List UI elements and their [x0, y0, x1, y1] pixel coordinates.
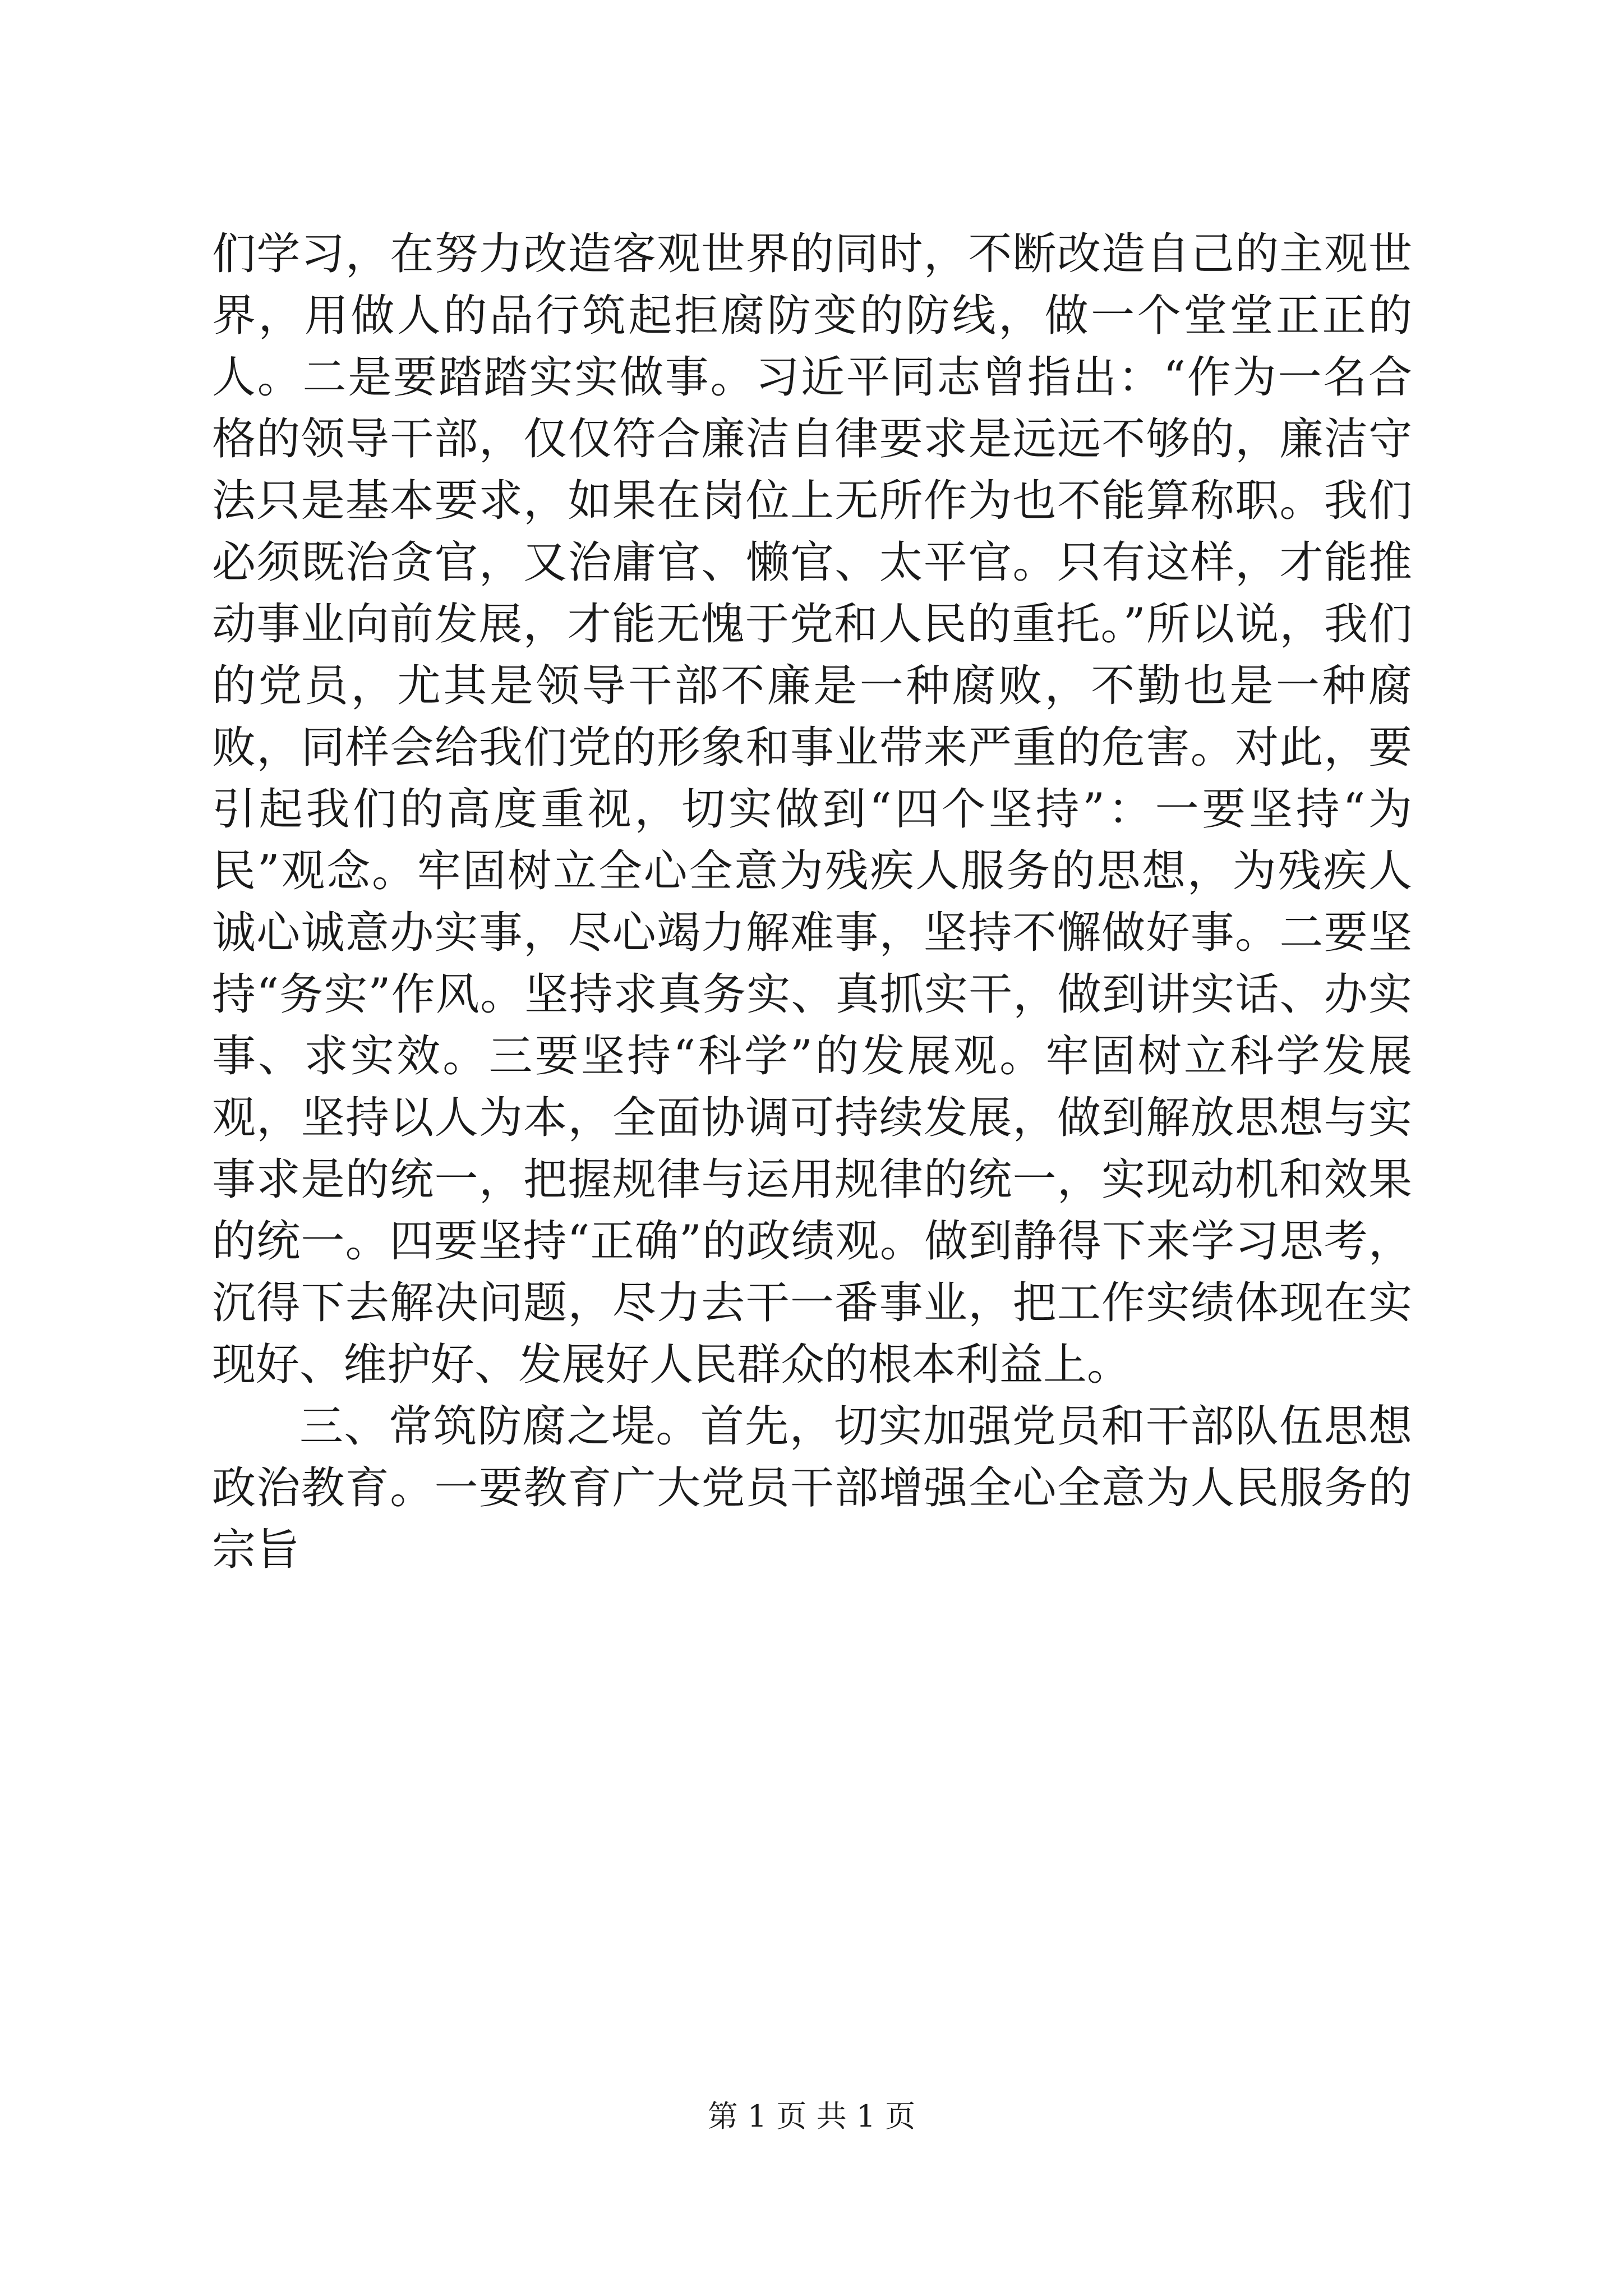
paragraph-1: 们学习，在努力改造客观世界的同时，不断改造自己的主观世界，用做人的品行筑起拒腐防变的防线，做一个堂堂正正的人。二是要踏踏实实做事。习近平同志曾指出：“作为一名合格的领导干部，仅仅符合廉洁自律要求是远远不够的，廉洁守法只是基本要求，如果在岗位上无所作为也不能算称职。我们必须既治贪官，又治庸官、懒官、太平官。只有这样，才能推动事业向前发展，才能无愧于党和人民的重托。”所以说，我们的党员，尤其是领导干部不廉是一种腐败，不勤也是一种腐败，同样会给我们党的形象和事业带来严重的危害。对此，要引起我们的高度重视，切实做到“四个坚持”：一要坚持“为民”观念。牢固树立全心全意为残疾人服务的思想，为残疾人诚心诚意办实事，尽心竭力解难事，坚持不懈做好事。二要坚持“务实”作风。坚持求真务实、真抓实干，做到讲实话、办实事、求实效。三要坚持“科学”的发展观。牢固树立科学发展观，坚持以人为本，全面协调可持续发展，做到解放思想与实事求是的统一，把握规律与运用规律的统一，实现动机和效果的统一。四要坚持“正确”的政绩观。做到静得下来学习思考，沉得下去解决问题，尽力去干一番事业，把工作实绩体现在实现好、维护好、发展好人民群众的根本利益上。 [212, 229, 1412, 1390]
page-footer: 第 1 页 共 1 页 [707, 2099, 916, 2134]
document-body [212, 223, 1412, 1581]
paragraph-2: 三、常筑防腐之堤。首先，切实加强党员和干部队伍思想政治教育。一要教育广大党员干部增强全心全意为人民服务的宗旨 [212, 1401, 1412, 1575]
